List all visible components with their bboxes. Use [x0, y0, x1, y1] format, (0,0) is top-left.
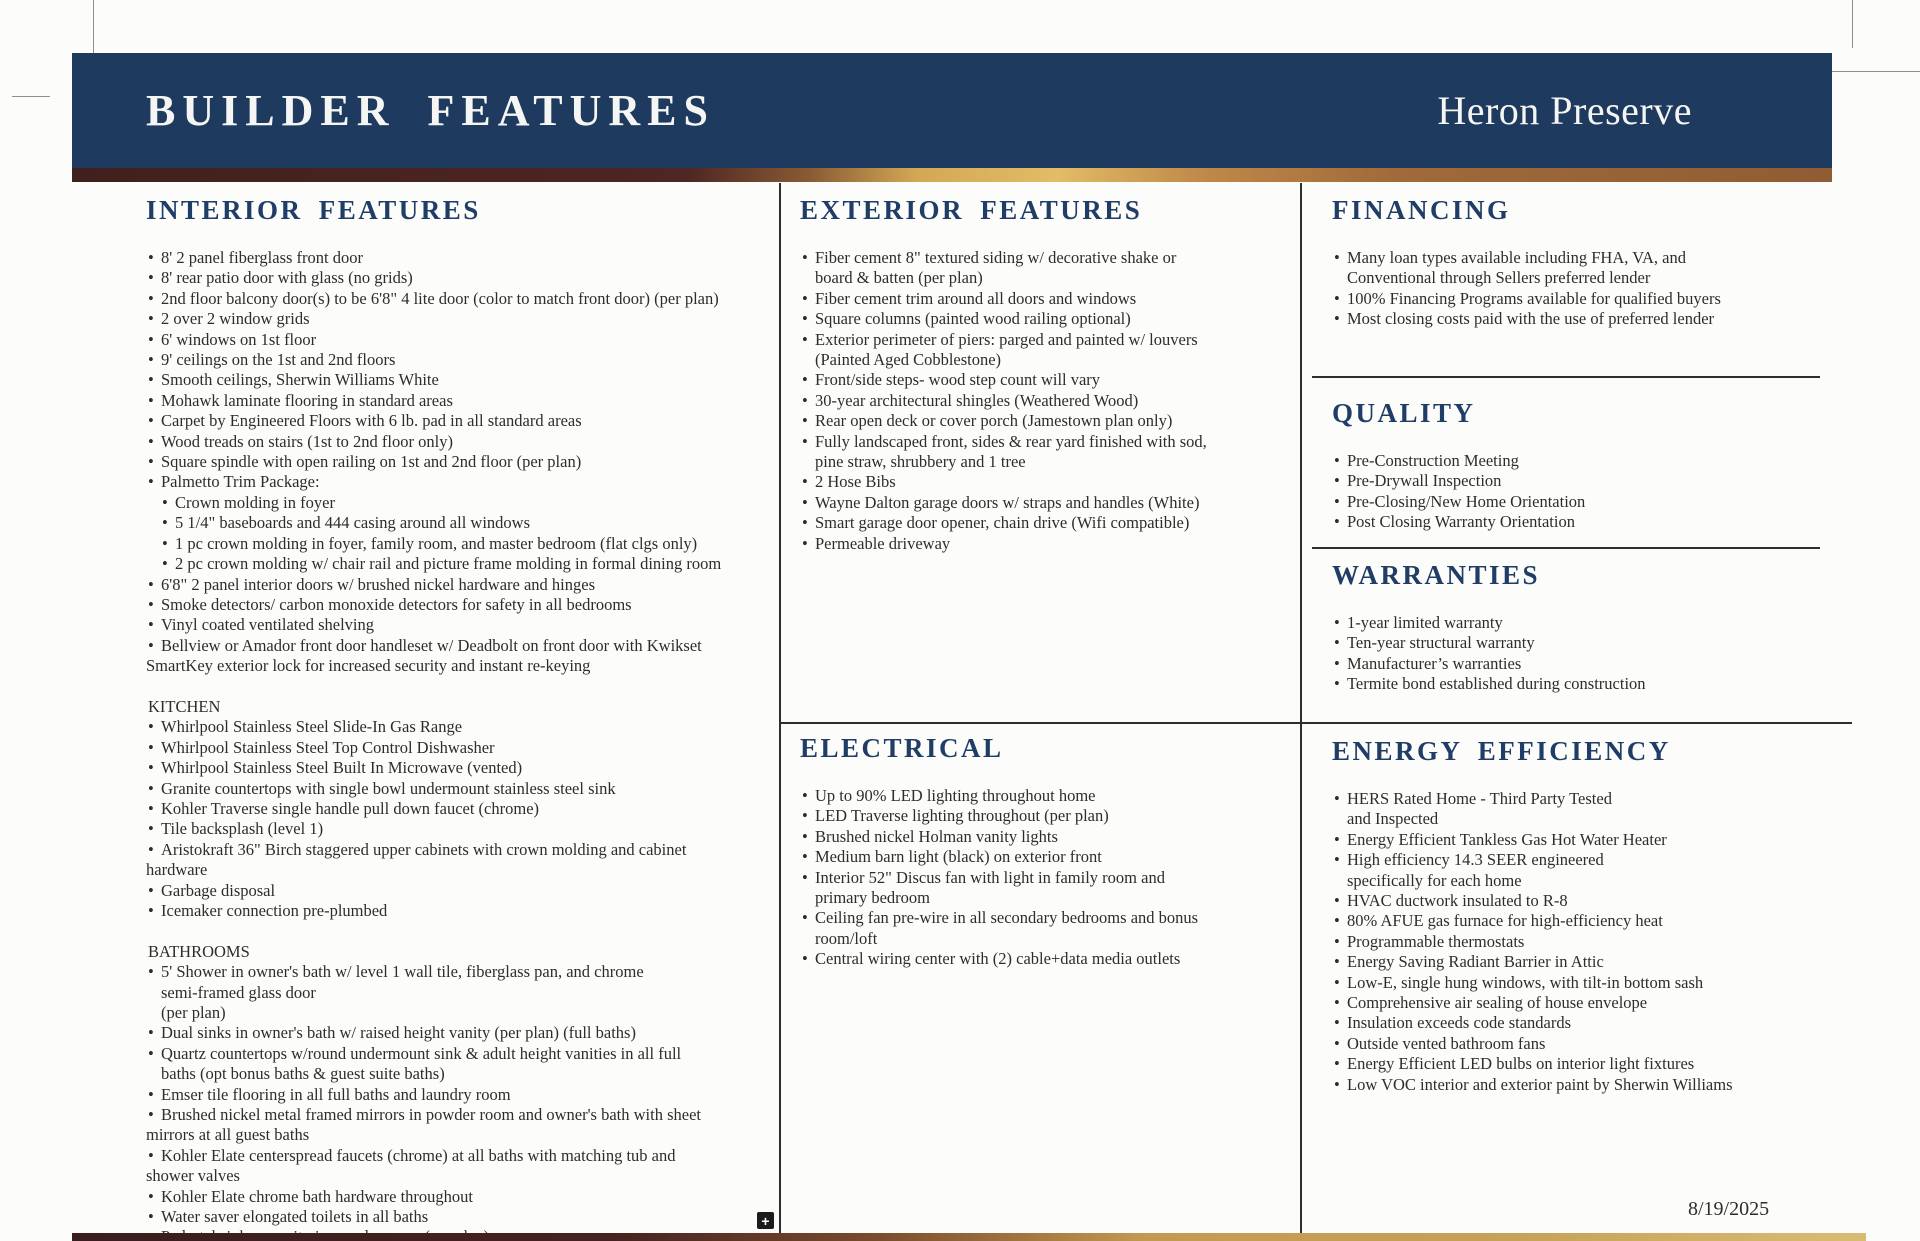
feature-text: Post Closing Warranty Orientation: [1347, 512, 1575, 532]
bullet-icon: •: [162, 492, 168, 512]
feature-text: 80% AFUE gas furnace for high-efficiency heat: [1347, 911, 1663, 931]
feature-item: [1332, 289, 1850, 309]
feature-item: [146, 411, 778, 431]
feature-item: [146, 493, 778, 513]
feature-item: [800, 411, 1298, 431]
bullet-icon: •: [148, 880, 154, 900]
bullet-icon: •: [1334, 972, 1340, 992]
bullet-icon: •: [1334, 674, 1340, 694]
feature-text: 6'8" 2 panel interior doors w/ brushed nickel hardware and hinges: [161, 574, 596, 594]
feature-text: 5 1/4" baseboards and 444 casing around all windows: [175, 513, 530, 533]
feature-continuation: shower valves: [146, 1166, 240, 1186]
feature-item: [146, 595, 778, 615]
feature-item: [146, 1044, 778, 1064]
feature-continuation: (Painted Aged Cobblestone): [815, 350, 1002, 370]
header-gradient-rule: [72, 168, 1832, 182]
feature-text: Ten-year structural warranty: [1347, 633, 1535, 653]
feature-text: Square columns (painted wood railing optional): [815, 309, 1131, 329]
feature-text: Energy Efficient Tankless Gas Hot Water Heater: [1347, 829, 1667, 849]
bullet-icon: •: [148, 370, 154, 390]
feature-text: Comprehensive air sealing of house envelope: [1347, 993, 1648, 1013]
feature-item: [146, 350, 778, 370]
bullet-icon: •: [802, 411, 808, 431]
feature-item: [146, 432, 778, 452]
feature-text: 5' Shower in owner's bath w/ level 1 wall tile, fiberglass pan, and chrome: [161, 962, 644, 982]
feature-item: [146, 1146, 778, 1166]
feature-item: [146, 881, 778, 901]
feature-text: Smooth ceilings, Sherwin Williams White: [161, 370, 439, 390]
bullet-icon: •: [802, 826, 808, 846]
bullet-icon: •: [1334, 1074, 1340, 1094]
bullet-icon: •: [802, 431, 808, 451]
feature-item: [1332, 911, 1850, 931]
feature-item: [1332, 891, 1850, 911]
feature-item: [146, 472, 778, 492]
bullet-icon: •: [802, 492, 808, 512]
feature-item: [800, 534, 1298, 554]
feature-item: [1332, 248, 1850, 268]
bullet-icon: •: [1334, 248, 1340, 267]
bullet-icon: •: [162, 513, 168, 533]
bullet-icon: •: [148, 737, 154, 757]
bullet-icon: •: [1334, 829, 1340, 849]
feature-text: Smoke detectors/ carbon monoxide detectors for safety in all bedrooms: [161, 594, 632, 614]
exterior-electrical-column: [800, 195, 1298, 970]
feature-item: [146, 1105, 778, 1125]
bullet-icon: •: [802, 309, 808, 329]
feature-item: [1332, 1054, 1850, 1074]
bullet-icon: •: [148, 798, 154, 818]
feature-item: [800, 391, 1298, 411]
feature-text: Vinyl coated ventilated shelving: [161, 615, 374, 635]
feature-text: Aristokraft 36" Birch staggered upper cabinets with crown molding and cabinet: [161, 839, 687, 859]
feature-continuation: baths (opt bonus baths & guest suite baths): [161, 1064, 445, 1084]
feature-item: [800, 806, 1298, 826]
feature-item: [146, 575, 778, 595]
bullet-icon: •: [148, 839, 154, 859]
feature-item: [1332, 952, 1850, 972]
bullet-icon: •: [148, 1084, 154, 1104]
feature-item: [1332, 850, 1850, 870]
feature-item: [1332, 492, 1850, 512]
feature-item: [800, 330, 1298, 350]
column-divider-1: [779, 183, 781, 1233]
feature-continuation: specifically for each home: [1347, 870, 1522, 890]
bullet-icon: •: [148, 268, 154, 288]
feature-item: [146, 758, 778, 778]
section-quality: [1332, 398, 1850, 560]
bullet-icon: •: [1334, 613, 1340, 632]
bullet-icon: •: [148, 1105, 154, 1125]
bullet-icon: •: [148, 758, 154, 778]
bullet-icon: •: [148, 288, 154, 308]
feature-text: Whirlpool Stainless Steel Built In Microwave (vented): [161, 758, 523, 778]
feature-item: [1332, 613, 1850, 633]
feature-item: [800, 847, 1298, 867]
feature-item: [146, 391, 778, 411]
feature-item: [1332, 993, 1850, 1013]
bullet-icon: •: [1334, 850, 1340, 870]
bullet-icon: •: [1334, 288, 1340, 308]
feature-text: Icemaker connection pre-plumbed: [161, 900, 388, 920]
crop-mark-top-right-horizontal: [1826, 71, 1920, 72]
feature-text: Pre-Closing/New Home Orientation: [1347, 491, 1586, 511]
feature-continuation: mirrors at all guest baths: [146, 1125, 310, 1145]
feature-text: Wood treads on stairs (1st to 2nd floor only): [161, 431, 453, 451]
feature-text: Central wiring center with (2) cable+data media outlets: [815, 949, 1181, 969]
feature-item: [146, 268, 778, 288]
bullet-icon: •: [1334, 891, 1340, 911]
feature-item: [1332, 633, 1850, 653]
feature-item: [1332, 1075, 1850, 1095]
feature-text: 6' windows on 1st floor: [161, 329, 317, 349]
feature-text: Pre-Drywall Inspection: [1347, 471, 1502, 491]
feature-text: Energy Saving Radiant Barrier in Attic: [1347, 952, 1604, 972]
bullet-icon: •: [802, 908, 808, 928]
section-heading: QUALITY: [1332, 398, 1476, 428]
section-heading: ENERGY EFFICIENCY: [1332, 736, 1671, 766]
bullet-icon: •: [802, 806, 808, 826]
feature-text: Many loan types available including FHA, VA, and: [1347, 248, 1686, 267]
financing-quality-column: [1332, 195, 1850, 1095]
feature-text: Permeable driveway: [815, 533, 951, 553]
section-heading: INTERIOR FEATURES: [146, 195, 481, 225]
feature-text: Low VOC interior and exterior paint by Sherwin Williams: [1347, 1074, 1733, 1094]
section-heading: WARRANTIES: [1332, 560, 1541, 590]
feature-item: [146, 554, 778, 574]
bullet-icon: •: [1334, 653, 1340, 673]
feature-text: 9' ceilings on the 1st and 2nd floors: [161, 350, 396, 370]
feature-item: [800, 513, 1298, 533]
bullet-icon: •: [148, 329, 154, 349]
section-warranties: [1332, 560, 1850, 736]
bullet-icon: •: [148, 1043, 154, 1063]
bullet-icon: •: [148, 574, 154, 594]
feature-item: [800, 493, 1298, 513]
bullet-icon: •: [802, 472, 808, 492]
bullet-icon: •: [1334, 931, 1340, 951]
feature-item: [1332, 1034, 1850, 1054]
feature-item: [800, 786, 1298, 806]
bullet-icon: •: [802, 949, 808, 969]
feature-text: Dual sinks in owner's bath w/ raised height vanity (per plan) (full baths): [161, 1023, 636, 1043]
feature-text: Termite bond established during construction: [1347, 674, 1646, 694]
feature-text: Palmetto Trim Package:: [161, 472, 320, 492]
feature-text: Medium barn light (black) on exterior front: [815, 847, 1102, 867]
bullet-icon: •: [148, 778, 154, 798]
feature-item: [1332, 789, 1850, 809]
feature-text: Quartz countertops w/round undermount sink & adult height vanities in all full: [161, 1043, 682, 1063]
bullet-icon: •: [148, 248, 154, 267]
feature-item: [800, 289, 1298, 309]
section-financing: [1332, 195, 1850, 398]
feature-item: [146, 1023, 778, 1043]
feature-text: Interior 52" Discus fan with light in family room and: [815, 867, 1165, 887]
feature-item: [146, 779, 778, 799]
bullet-icon: •: [1334, 993, 1340, 1013]
feature-text: Wayne Dalton garage doors w/ straps and handles (White): [815, 492, 1200, 512]
feature-item: [1332, 451, 1850, 471]
footer-gradient-rule: [72, 1233, 1866, 1241]
feature-item: [1332, 654, 1850, 674]
feature-item: [146, 1085, 778, 1105]
feature-text: Kohler Elate chrome bath hardware throughout: [161, 1186, 474, 1206]
bullet-icon: •: [802, 248, 808, 267]
feature-continuation: primary bedroom: [815, 888, 931, 908]
subsection-heading: KITCHEN: [148, 696, 221, 716]
bullet-icon: •: [1334, 491, 1340, 511]
feature-text: 1-year limited warranty: [1347, 613, 1503, 632]
feature-item: [1332, 512, 1850, 532]
bullet-icon: •: [1334, 1033, 1340, 1053]
feature-text: High efficiency 14.3 SEER engineered: [1347, 850, 1604, 870]
feature-text: Carpet by Engineered Floors with 6 lb. pad in all standard areas: [161, 411, 582, 431]
section-electrical: [800, 733, 1298, 970]
feature-item: [146, 636, 778, 656]
bullet-icon: •: [148, 1145, 154, 1165]
feature-text: Kohler Traverse single handle pull down faucet (chrome): [161, 798, 540, 818]
feature-item: [800, 472, 1298, 492]
feature-text: Emser tile flooring in all full baths and laundry room: [161, 1084, 511, 1104]
feature-text: 2 over 2 window grids: [161, 309, 310, 329]
bullet-icon: •: [148, 309, 154, 329]
feature-item: [146, 330, 778, 350]
feature-item: [1332, 309, 1850, 329]
bullet-icon: •: [148, 635, 154, 655]
feature-text: Bellview or Amador front door handleset w/ Deadbolt on front door with Kwikset: [161, 635, 702, 655]
crop-mark-top-right-vertical: [1852, 0, 1853, 48]
feature-item: [1332, 1013, 1850, 1033]
feature-text: Water saver elongated toilets in all baths: [161, 1207, 429, 1227]
bullet-icon: •: [802, 867, 808, 887]
section-interior-features: [146, 195, 778, 1241]
feature-text: Whirlpool Stainless Steel Top Control Dishwasher: [161, 737, 495, 757]
bullet-icon: •: [1334, 471, 1340, 491]
bullet-icon: •: [148, 411, 154, 431]
feature-item: [800, 868, 1298, 888]
feature-item: [146, 738, 778, 758]
feature-text: Up to 90% LED lighting throughout home: [815, 786, 1096, 805]
feature-item: [146, 901, 778, 921]
feature-item: [800, 370, 1298, 390]
community-name: Heron Preserve: [1437, 88, 1692, 133]
feature-item: [146, 289, 778, 309]
interior-column: [146, 195, 778, 1241]
feature-item: [146, 370, 778, 390]
feature-item: [1332, 674, 1850, 694]
feature-continuation: SmartKey exterior lock for increased security and instant re-keying: [146, 656, 591, 676]
feature-text: LED Traverse lighting throughout (per plan): [815, 806, 1109, 826]
bullet-icon: •: [802, 847, 808, 867]
feature-continuation: hardware: [146, 860, 208, 880]
feature-item: [1332, 830, 1850, 850]
date-label: 8/19/2025: [1688, 1198, 1770, 1220]
bullet-icon: •: [802, 513, 808, 533]
feature-item: [146, 534, 778, 554]
feature-text: Front/side steps- wood step count will vary: [815, 370, 1101, 390]
bullet-icon: •: [148, 900, 154, 920]
feature-item: [146, 248, 778, 268]
feature-continuation: and Inspected: [1347, 809, 1439, 829]
bullet-icon: •: [802, 288, 808, 308]
feature-text: Whirlpool Stainless Steel Slide-In Gas Range: [161, 717, 463, 737]
feature-item: [800, 827, 1298, 847]
bullet-icon: •: [1334, 451, 1340, 470]
feature-text: Outside vented bathroom fans: [1347, 1033, 1546, 1053]
bullet-icon: •: [802, 786, 808, 805]
feature-item: [146, 452, 778, 472]
expand-button[interactable]: +: [757, 1212, 774, 1229]
bullet-icon: •: [802, 370, 808, 390]
feature-text: 8' 2 panel fiberglass front door: [161, 248, 363, 267]
feature-item: [800, 309, 1298, 329]
feature-item: [146, 1187, 778, 1207]
feature-text: Mohawk laminate flooring in standard areas: [161, 390, 453, 410]
feature-item: [1332, 471, 1850, 491]
feature-text: Square spindle with open railing on 1st and 2nd floor (per plan): [161, 452, 582, 472]
bullet-icon: •: [1334, 911, 1340, 931]
bullet-icon: •: [148, 1207, 154, 1227]
feature-item: [146, 962, 778, 982]
feature-text: HVAC ductwork insulated to R-8: [1347, 891, 1568, 911]
feature-text: Tile backsplash (level 1): [161, 819, 324, 839]
crop-mark-top-left-horizontal: [12, 96, 50, 97]
feature-item: [800, 908, 1298, 928]
feature-text: Programmable thermostats: [1347, 931, 1525, 951]
bullet-icon: •: [148, 594, 154, 614]
section-exterior-features: [800, 195, 1298, 733]
bullet-icon: •: [162, 554, 168, 574]
bullet-icon: •: [1334, 1013, 1340, 1033]
feature-text: Pre-Construction Meeting: [1347, 451, 1519, 470]
bullet-icon: •: [1334, 633, 1340, 653]
feature-text: Fiber cement trim around all doors and windows: [815, 288, 1137, 308]
feature-text: Brushed nickel Holman vanity lights: [815, 826, 1058, 846]
feature-continuation: room/loft: [815, 928, 878, 948]
feature-text: Crown molding in foyer: [175, 492, 335, 512]
bullet-icon: •: [148, 717, 154, 737]
feature-item: [800, 248, 1298, 268]
bullet-icon: •: [148, 615, 154, 635]
feature-text: Low-E, single hung windows, with tilt-in bottom sash: [1347, 972, 1704, 992]
feature-text: 30-year architectural shingles (Weathered Wood): [815, 390, 1139, 410]
feature-item: [146, 819, 778, 839]
feature-continuation: board & batten (per plan): [815, 268, 983, 288]
feature-item: [800, 949, 1298, 969]
bullet-icon: •: [148, 819, 154, 839]
feature-text: Ceiling fan pre-wire in all secondary bedrooms and bonus: [815, 908, 1199, 928]
page-title: BUILDER FEATURES: [146, 86, 715, 135]
header-bar: [72, 53, 1832, 168]
bullet-icon: •: [1334, 309, 1340, 329]
section-energy-efficiency: [1332, 736, 1850, 1095]
bullet-icon: •: [1334, 789, 1340, 808]
feature-text: Insulation exceeds code standards: [1347, 1013, 1572, 1033]
bullet-icon: •: [802, 533, 808, 553]
bullet-icon: •: [148, 472, 154, 492]
feature-text: 100% Financing Programs available for qualified buyers: [1347, 288, 1721, 308]
bullet-icon: •: [1334, 512, 1340, 532]
bullet-icon: •: [162, 533, 168, 553]
feature-text: Fiber cement 8" textured siding w/ decorative shake or: [815, 248, 1177, 267]
feature-continuation: pine straw, shrubbery and 1 tree: [815, 452, 1026, 472]
bullet-icon: •: [148, 962, 154, 982]
bullet-icon: •: [148, 390, 154, 410]
feature-text: Smart garage door opener, chain drive (Wifi compatible): [815, 513, 1190, 533]
bullet-icon: •: [148, 452, 154, 472]
feature-item: [146, 309, 778, 329]
feature-text: 2 Hose Bibs: [815, 472, 896, 492]
bullet-icon: •: [148, 431, 154, 451]
feature-text: 1 pc crown molding in foyer, family room, and master bedroom (flat clgs only): [175, 533, 698, 553]
feature-item: [146, 840, 778, 860]
feature-continuation: semi-framed glass door: [161, 982, 316, 1002]
feature-text: Most closing costs paid with the use of preferred lender: [1347, 309, 1715, 329]
spacer: [146, 677, 778, 697]
feature-item: [800, 432, 1298, 452]
feature-text: Exterior perimeter of piers: parged and painted w/ louvers: [815, 329, 1198, 349]
bullet-icon: •: [1334, 952, 1340, 972]
feature-text: HERS Rated Home - Third Party Tested: [1347, 789, 1612, 808]
section-heading: FINANCING: [1332, 195, 1511, 225]
feature-item: [146, 799, 778, 819]
feature-text: Rear open deck or cover porch (Jamestown plan only): [815, 411, 1173, 431]
feature-item: [1332, 932, 1850, 952]
feature-text: Fully landscaped front, sides & rear yard finished with sod,: [815, 431, 1207, 451]
column-divider-2: [1300, 183, 1302, 1233]
feature-text: Garbage disposal: [161, 880, 276, 900]
feature-continuation: Conventional through Sellers preferred lender: [1347, 268, 1651, 288]
feature-text: 8' rear patio door with glass (no grids): [161, 268, 413, 288]
feature-text: 2 pc crown molding w/ chair rail and picture frame molding in formal dining room: [175, 554, 722, 574]
section-heading: ELECTRICAL: [800, 733, 1004, 763]
feature-continuation: (per plan): [161, 1003, 226, 1022]
bullet-icon: •: [148, 1023, 154, 1043]
bullet-icon: •: [1334, 1054, 1340, 1074]
bullet-icon: •: [148, 1186, 154, 1206]
spacer: [146, 921, 778, 941]
feature-text: 2nd floor balcony door(s) to be 6'8" 4 lite door (color to match front door) (per plan): [161, 288, 719, 308]
subsection-heading: BATHROOMS: [148, 941, 250, 961]
feature-text: Granite countertops with single bowl undermount stainless steel sink: [161, 778, 616, 798]
feature-text: Manufacturer’s warranties: [1347, 653, 1522, 673]
bullet-icon: •: [802, 329, 808, 349]
bullet-icon: •: [148, 350, 154, 370]
feature-item: [146, 513, 778, 533]
feature-item: [146, 717, 778, 737]
feature-text: Energy Efficient LED bulbs on interior light fixtures: [1347, 1054, 1695, 1074]
feature-text: Brushed nickel metal framed mirrors in powder room and owner's bath with sheet: [161, 1105, 701, 1125]
feature-item: [146, 615, 778, 635]
bullet-icon: •: [802, 390, 808, 410]
section-heading: EXTERIOR FEATURES: [800, 195, 1143, 225]
feature-text: Kohler Elate centerspread faucets (chrome) at all baths with matching tub and: [161, 1145, 676, 1165]
feature-item: [146, 1207, 778, 1227]
feature-item: [1332, 973, 1850, 993]
